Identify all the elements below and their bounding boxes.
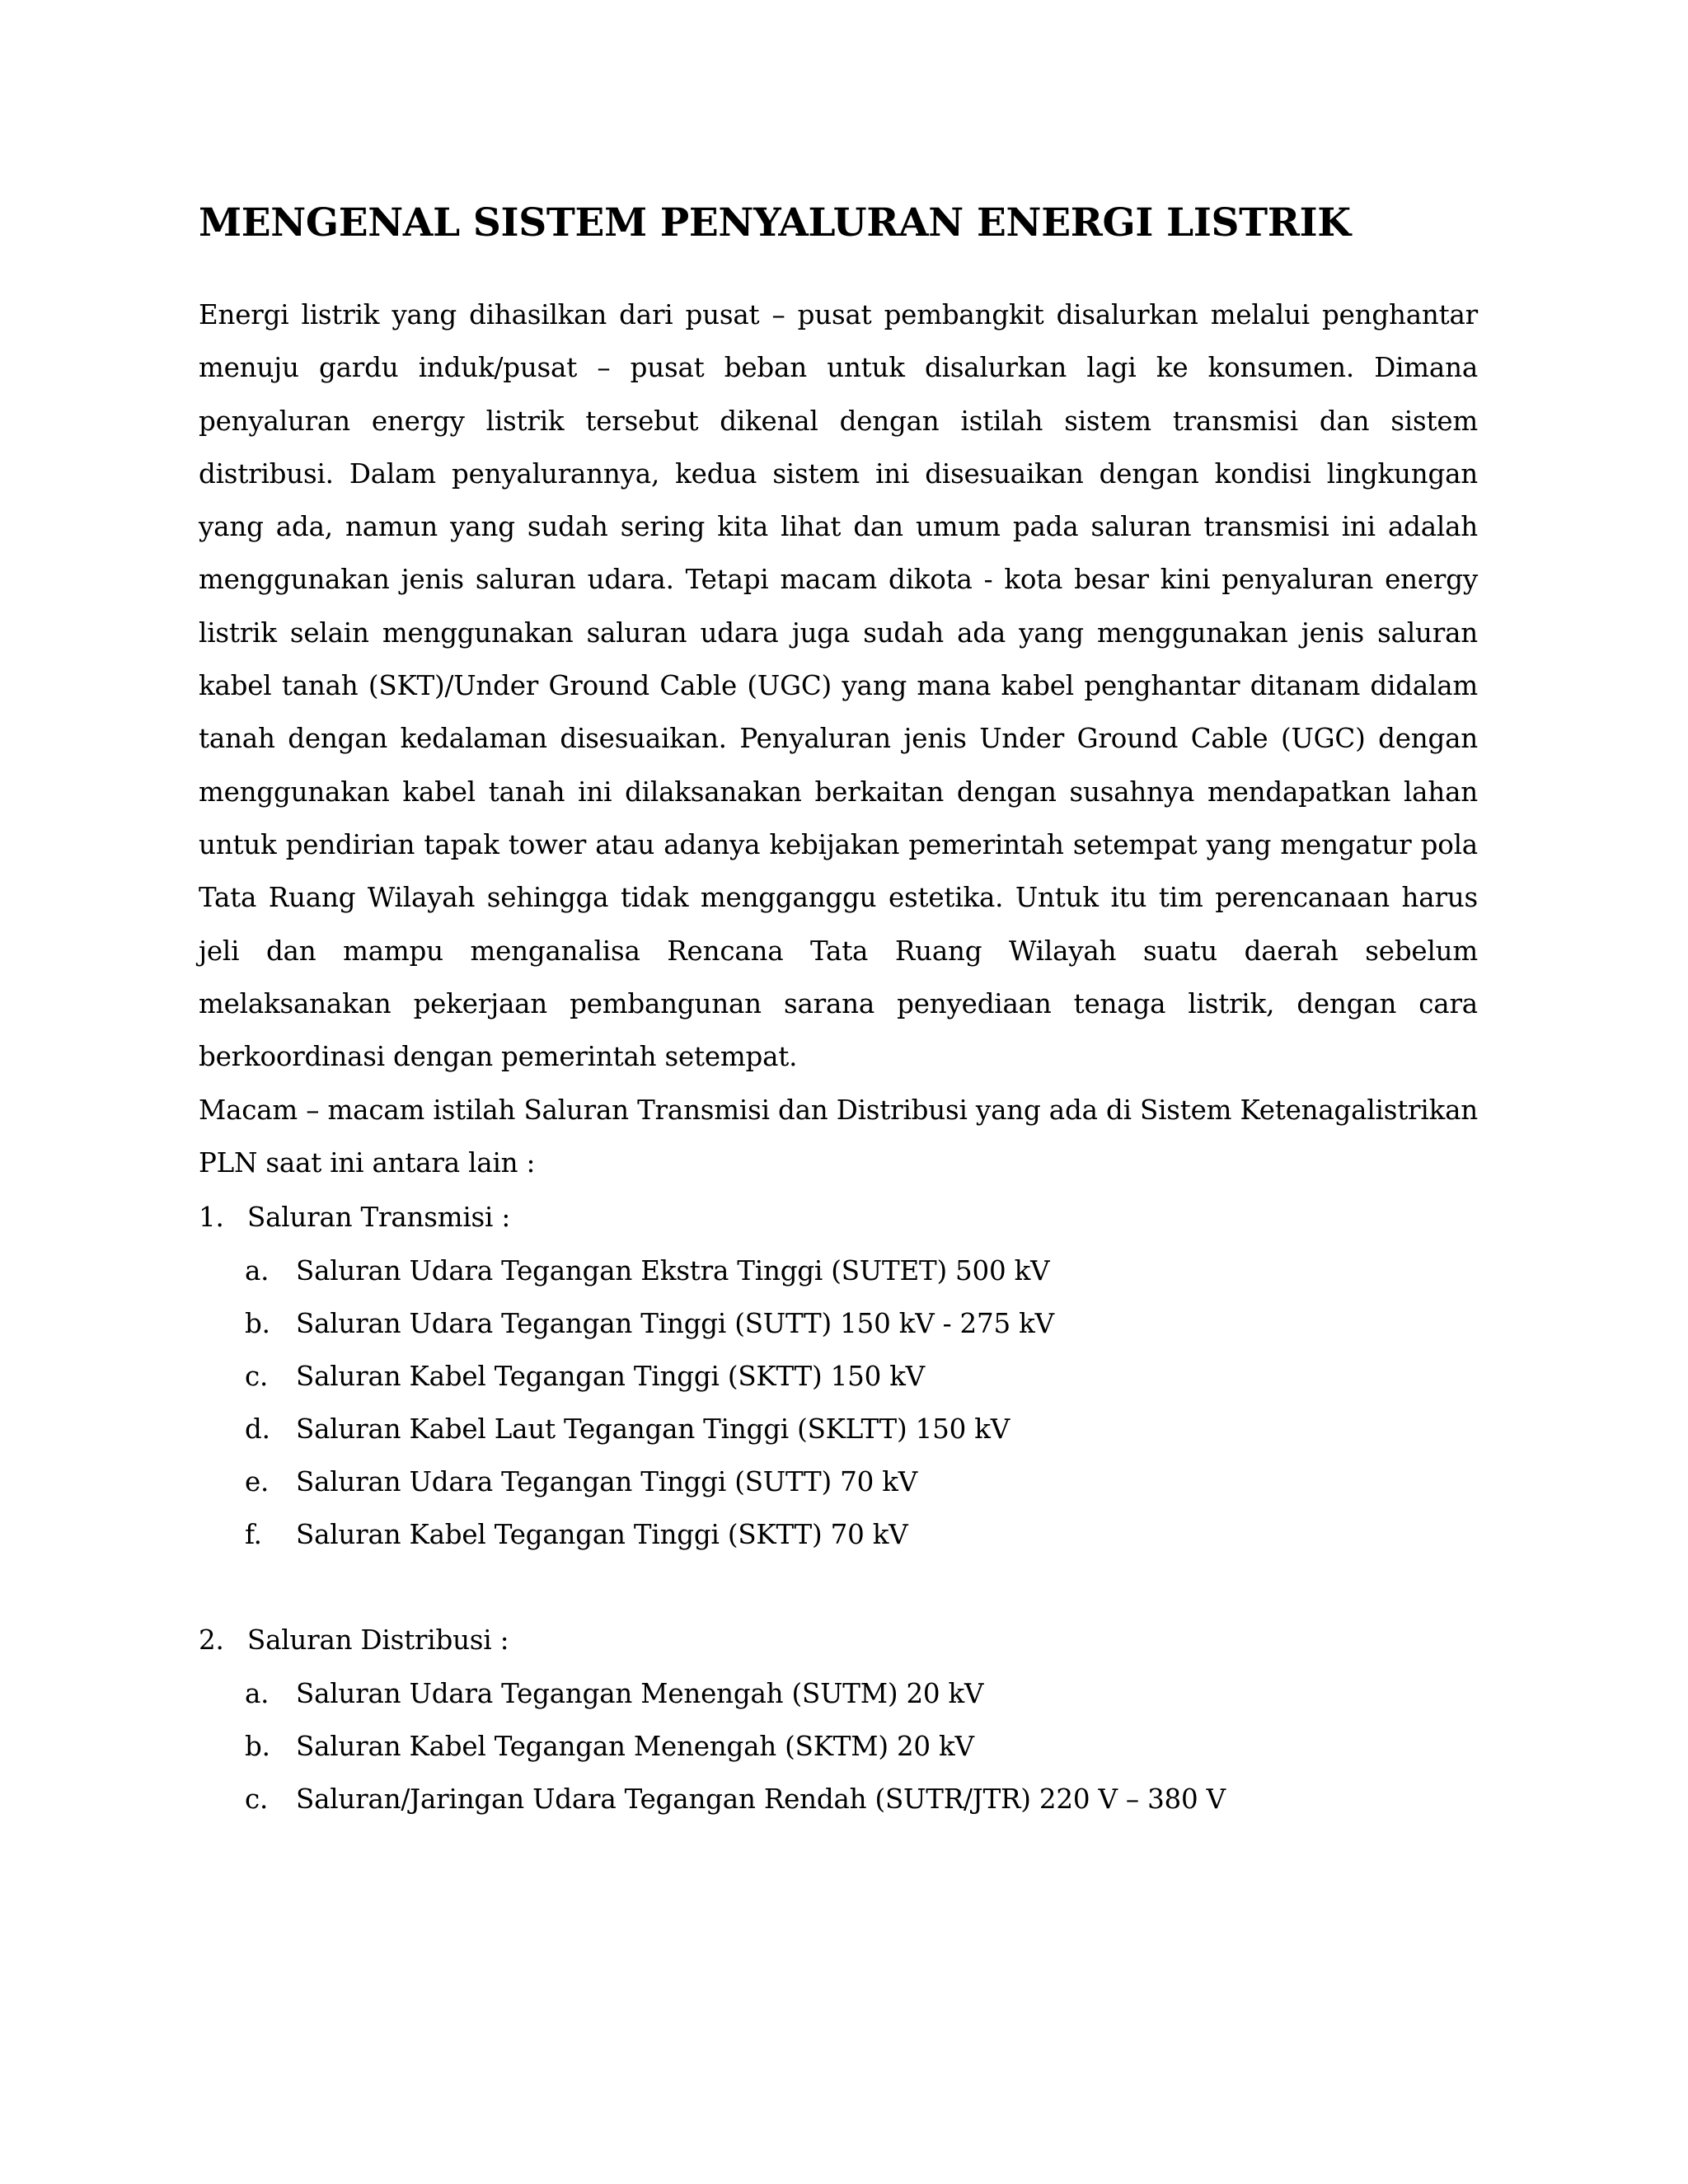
- sub-list-item: [245, 1720, 1316, 1773]
- sub-list-item: [245, 1297, 1151, 1350]
- list-heading: Saluran Transmisi :: [247, 1202, 511, 1233]
- sub-list-item: [245, 1667, 1316, 1720]
- sub-list-letter: a.: [245, 1678, 270, 1709]
- list-heading: Saluran Distribusi :: [247, 1624, 509, 1656]
- numbered-list-item: [199, 1191, 693, 1244]
- sub-list-letter: c.: [245, 1783, 269, 1815]
- sub-list-letter: d.: [245, 1413, 270, 1445]
- intro-paragraph: Energi listrik yang dihasilkan dari pusat – pusat pembangkit disalurkan melalui penghantar menuju gardu induk/pusat – pusat beban untuk disalurkan lagi ke konsumen. Dimana penyaluran energy listrik tersebut dikenal dengan istilah sistem transmisi dan sistem distribusi. Dalam penyalurannya, kedua sistem ini disesuaikan dengan kondisi lingkungan yang ada, namun yang sudah sering kita lihat dan umum pada saluran transmisi ini adalah menggunakan jenis saluran udara. Tetapi macam dikota - kota besar kini penyaluran energy listrik selain menggunakan saluran udara juga sudah ada yang menggunakan jenis saluran kabel tanah (SKT)/Under Ground Cable (UGC) yang mana kabel penghantar ditanam didalam tanah dengan kedalaman disesuaikan. Penyaluran jenis Under Ground Cable (UGC) dengan menggunakan kabel tanah ini dilaksanakan berkaitan dengan susahnya mendapatkan lahan untuk pendirian tapak tower atau adanya kebijakan pemerintah setempat yang mengatur pola Tata Ruang Wilayah sehingga tidak mengganggu estetika. Untuk itu tim perencanaan harus jeli dan mampu menganalisa Rencana Tata Ruang Wilayah suatu daerah sebelum melaksanakan pekerjaan pembangunan sarana penyediaan tenaga listrik, dengan cara berkoordinasi dengan pemerintah setempat.: [199, 299, 1478, 1073]
- numbered-list-item: [199, 1614, 693, 1666]
- sub-list-item: [245, 1350, 1151, 1403]
- list-number: 2.: [199, 1624, 224, 1656]
- sub-list-letter: a.: [245, 1255, 270, 1286]
- document-title: MENGENAL SISTEM PENYALURAN ENERGI LISTRIK: [199, 200, 1351, 246]
- sub-list-text: Saluran Udara Tegangan Tinggi (SUTT) 150 kV - 275 kV: [296, 1308, 1054, 1339]
- sub-list-item: [245, 1455, 1151, 1508]
- sub-list-letter: b.: [245, 1308, 270, 1339]
- sub-list-letter: e.: [245, 1466, 270, 1497]
- sub-list-item: [245, 1508, 1151, 1561]
- sub-list-item: [245, 1244, 1151, 1297]
- sub-list-text: Saluran/Jaringan Udara Tegangan Rendah (SUTR/JTR) 220 V – 380 V: [296, 1783, 1226, 1815]
- sub-list-letter: f.: [245, 1519, 262, 1550]
- sub-list-text: Saluran Udara Tegangan Ekstra Tinggi (SUTET) 500 kV: [296, 1255, 1050, 1286]
- sub-list-text: Saluran Kabel Tegangan Tinggi (SKTT) 150 kV: [296, 1361, 925, 1392]
- sub-list-item: [245, 1773, 1316, 1825]
- sub-list-text: Saluran Kabel Laut Tegangan Tinggi (SKLTT) 150 kV: [296, 1413, 1010, 1445]
- list-intro-paragraph: Macam – macam istilah Saluran Transmisi dan Distribusi yang ada di Sistem Ketenagalistrikan PLN saat ini antara lain :: [199, 1094, 1478, 1179]
- sub-list-text: Saluran Udara Tegangan Tinggi (SUTT) 70 kV: [296, 1466, 917, 1497]
- sub-list-text: Saluran Kabel Tegangan Tinggi (SKTT) 70 kV: [296, 1519, 908, 1550]
- sub-list-text: Saluran Kabel Tegangan Menengah (SKTM) 20 kV: [296, 1731, 974, 1762]
- sub-list-letter: c.: [245, 1361, 269, 1392]
- list-number: 1.: [199, 1202, 224, 1233]
- sub-list-text: Saluran Udara Tegangan Menengah (SUTM) 20 kV: [296, 1678, 984, 1709]
- sub-list-letter: b.: [245, 1731, 270, 1762]
- sub-list-item: [245, 1403, 1151, 1455]
